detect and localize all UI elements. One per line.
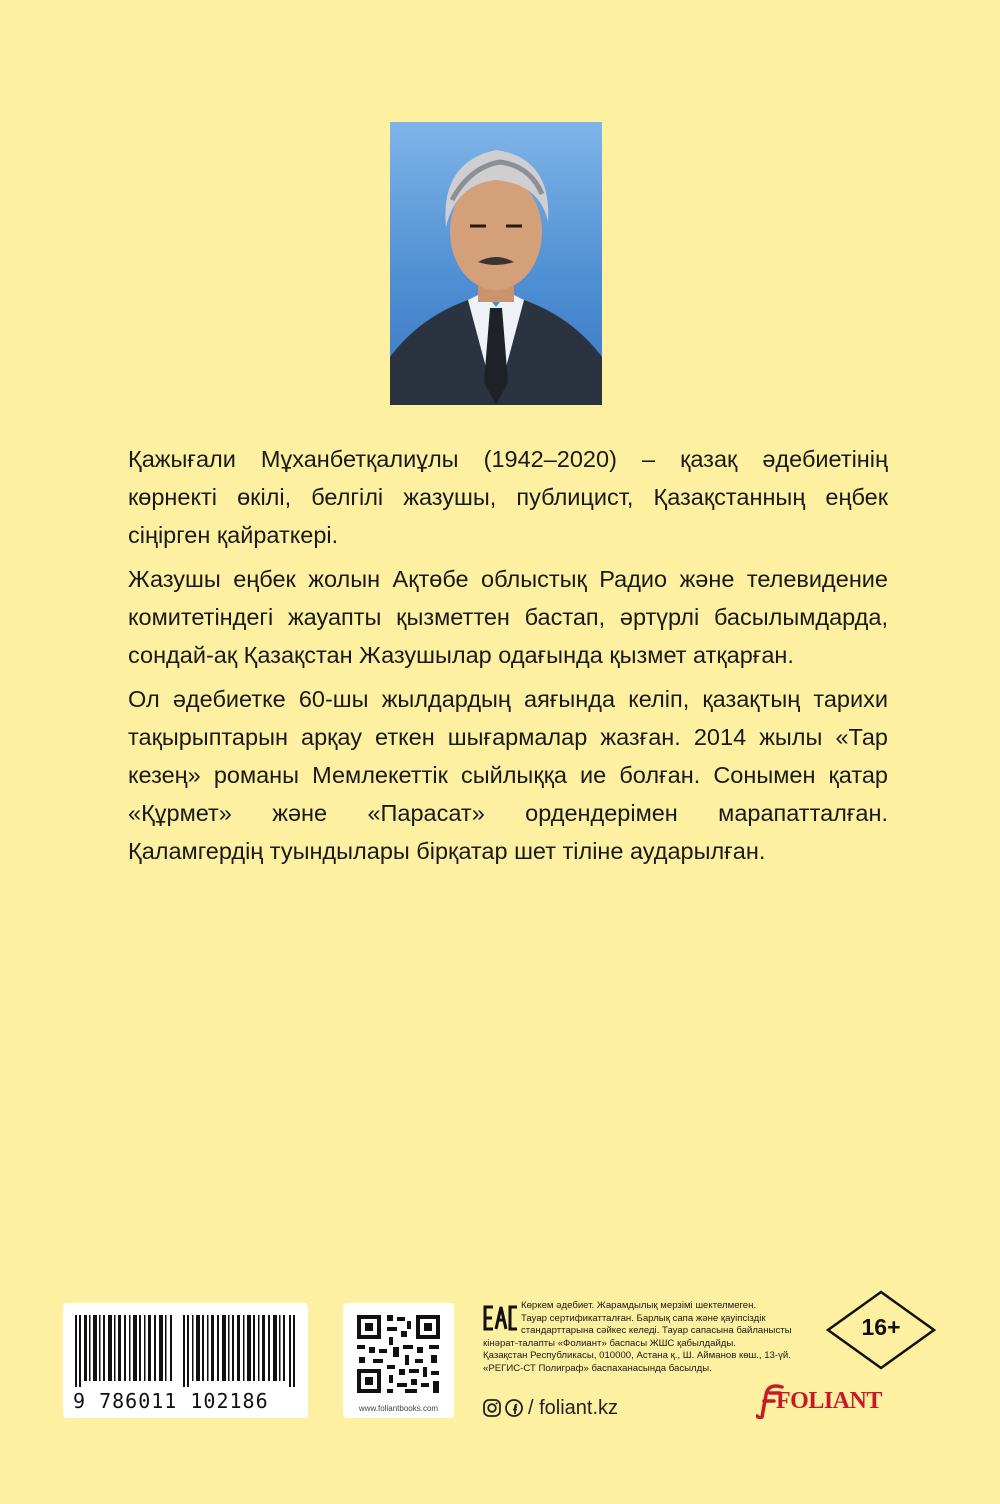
social-links (482, 1397, 618, 1419)
legal-line-2: Тауар сертификатталған. Барлық сапа және қауіпсіздік (521, 1312, 766, 1324)
eac-certification-icon (483, 1304, 519, 1332)
author-biography (128, 440, 888, 876)
bio-paragraph-1: Қажығали Мұханбетқалиұлы (1942–2020) – қазақ әдебиетінің көрнекті өкілі, белгілі жазушы, публицист, Қазақстанның еңбек сіңірген қайраткері. (128, 446, 888, 548)
bio-paragraph-2: Жазушы еңбек жолын Ақтөбе облыстық Радио және телевидение комитетіндегі жауапты қызметтен бастап, әртүрлі басылымдарда, сондай-ақ Қазақстан Жазушылар одағында қызмет атқарған. (128, 566, 888, 668)
legal-line-1: Көркем әдебиет. Жарамдылық мерзімі шектелмеген. (521, 1300, 757, 1311)
portrait-illustration (390, 122, 602, 405)
website-link[interactable]: / foliant.kz (528, 1396, 619, 1419)
age-rating-label: 16+ (861, 1314, 901, 1340)
publisher-name: FOLIANT (776, 1388, 882, 1414)
publisher-logo (756, 1383, 882, 1419)
qr-url: www.foliantbooks.com (358, 1404, 439, 1413)
isbn-number: 9 786011 102186 (73, 1389, 269, 1413)
legal-line-4: кінәрат-талапты «Фолиант» баспасы ЖШС қабылдайды. (483, 1337, 736, 1349)
legal-line-6: «РЕГИС-СТ Полиграф» баспаханасында басылды. (483, 1362, 712, 1374)
barcode-bars (75, 1315, 297, 1387)
legal-information (483, 1300, 811, 1376)
instagram-icon[interactable] (482, 1398, 502, 1418)
qr-code[interactable] (343, 1303, 454, 1418)
isbn-barcode (63, 1303, 308, 1418)
age-rating-badge (826, 1290, 936, 1370)
facebook-icon[interactable] (504, 1398, 524, 1418)
author-portrait (390, 122, 602, 405)
legal-line-3: стандарттарына сәйкес келеді. Тауар сапасына байланысты (521, 1325, 792, 1337)
bio-paragraph-3: Ол әдебиетке 60-шы жылдардың аяғында келіп, қазақтың тарихи тақырыптарын арқау еткен шығармалар жазған. 2014 жылы «Тар кезең» романы Мемлекеттік сыйлыққа ие болған. Сонымен қатар «Құрмет» және «Парасат» ордендерімен марапатталған. Қаламгердің туындылары бірқатар шет тіліне аударылған. (128, 686, 888, 864)
qr-pattern (343, 1303, 454, 1403)
legal-line-5: Қазақстан Республикасы, 010000, Астана қ., Ш. Айманов көш., 13-үй. (483, 1350, 791, 1362)
